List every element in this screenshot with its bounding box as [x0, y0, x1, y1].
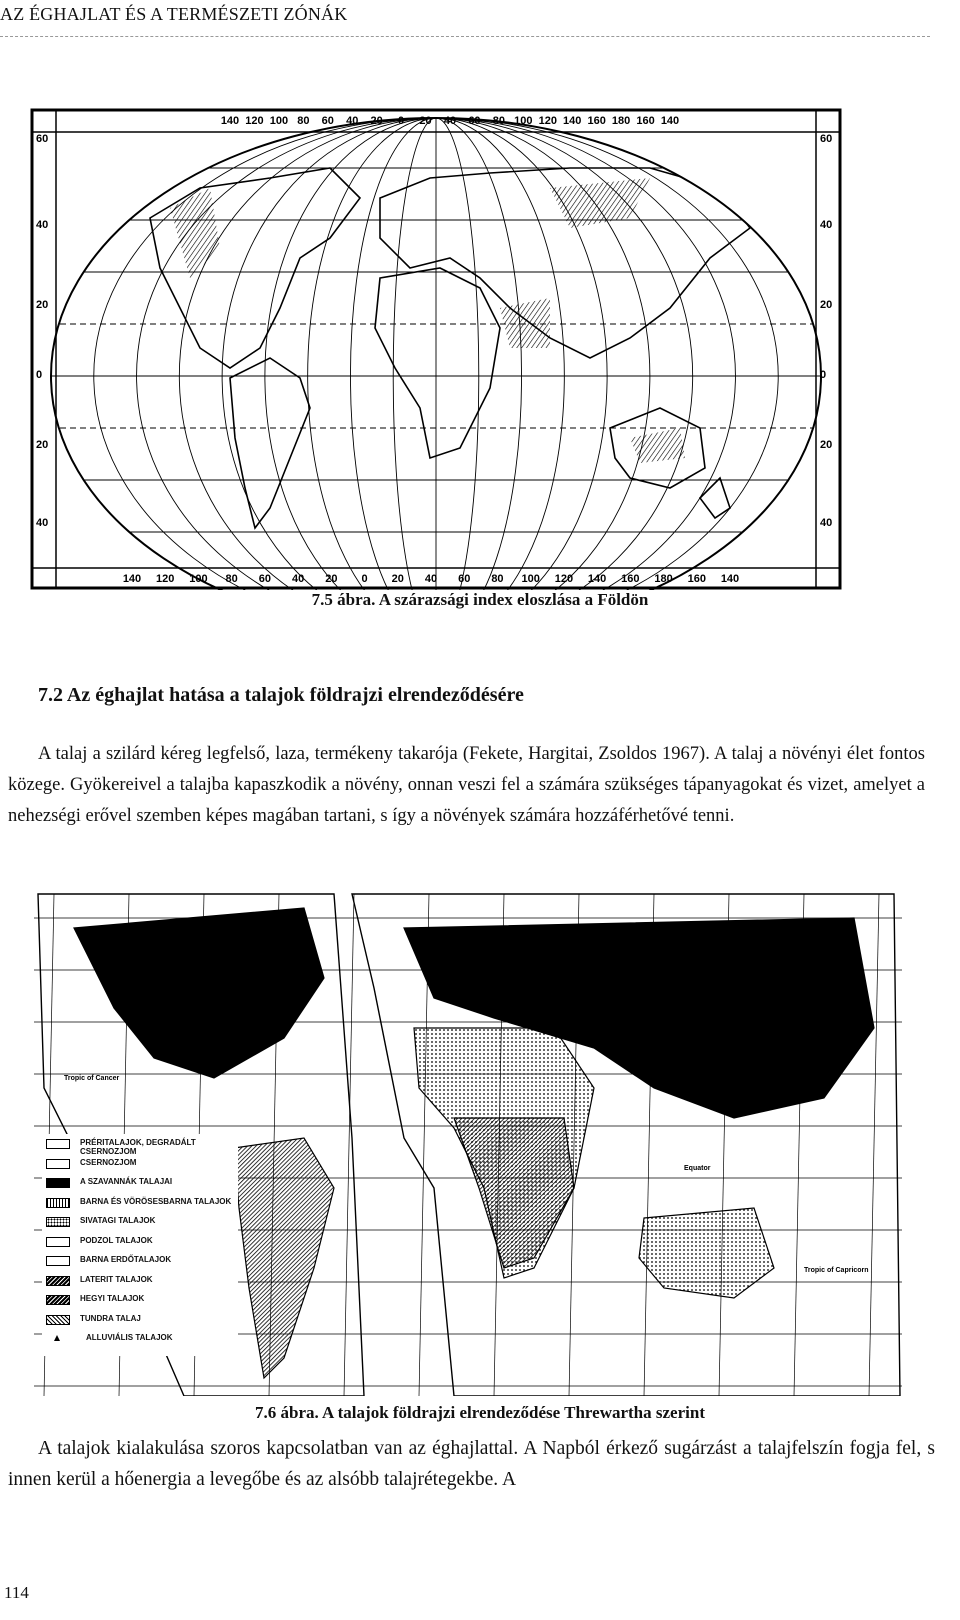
bottom-longitude-label: 20 [391, 573, 404, 585]
tropic-capricorn-label: Tropic of Capricorn [804, 1267, 869, 1274]
bottom-longitude-label: 100 [521, 573, 540, 585]
land-outline [150, 168, 360, 368]
bottom-longitude-label: 140 [122, 573, 142, 585]
tropic-cancer-label: Tropic of Cancer [64, 1075, 120, 1082]
arid-zone-hatch [550, 178, 650, 228]
bottom-longitude-label: 40 [424, 573, 438, 585]
legend-swatch [46, 1315, 70, 1325]
top-longitude-label: 160 [636, 115, 655, 127]
legend-label: SIVATAGI TALAJOK [80, 1216, 156, 1225]
bottom-longitude-label: 120 [156, 573, 175, 585]
meridian [137, 118, 436, 590]
bottom-longitude-label: 120 [554, 573, 574, 585]
africa-savanna-soils [454, 1118, 574, 1268]
left-latitude-label: 20 [36, 439, 49, 451]
australia-soils [639, 1208, 774, 1298]
left-latitude-label: 60 [36, 133, 49, 145]
figure-7-5-caption: 7.5 ábra. A szárazsági index eloszlása a Földön [311, 590, 649, 609]
bottom-longitude-label: 40 [291, 573, 305, 585]
top-longitude-label: 180 [611, 115, 631, 127]
right-latitude-label: 40 [820, 219, 833, 231]
top-longitude-label: 140 [220, 115, 240, 127]
top-longitude-label: 20 [370, 115, 383, 127]
bottom-longitude-label: 60 [258, 573, 272, 585]
left-latitude-label: 0 [36, 369, 43, 381]
legend-label: BARNA ÉS VÖRÖSESBARNA TALAJOK [80, 1196, 232, 1206]
meridian [436, 118, 479, 590]
left-latitude-label: 40 [36, 517, 49, 529]
top-longitude-label: 120 [245, 115, 264, 127]
legend-label: TUNDRA TALAJ [80, 1313, 141, 1323]
top-longitude-label: 40 [346, 115, 359, 127]
legend-item [46, 1177, 236, 1197]
legend-swatch [54, 1335, 60, 1341]
figure-7-6-caption: 7.6 ábra. A talajok földrajzi elrendeződése Threwartha szerint [255, 1403, 705, 1422]
south-america-soils [234, 1138, 334, 1378]
bottom-longitude-label: 160 [621, 573, 640, 585]
graticule [30, 118, 842, 590]
left-latitude-label: 40 [36, 219, 49, 231]
left-latitude-label: 20 [36, 299, 49, 311]
page-number: 114 [4, 1583, 29, 1602]
bottom-longitude-label: 180 [654, 573, 673, 585]
top-longitude-label: 60 [321, 115, 334, 127]
paragraph-soil-definition: A talaj a szilárd kéreg legfelső, laza, termékeny takarója (Fekete, Hargitai, Zsoldos 1967). A talaj a növényi élet fontos közege. Gyökereivel a talajba kapaszkodik a növény, onnan veszi fel a számára szükséges tápanyagokat és vizet, amelyet a nehezségi erővel szemben képes magában tartani, s így a növények számára hozzáférhetővé tenni. [8, 744, 925, 826]
legend-swatch [46, 1198, 70, 1208]
section-heading: 7.2 Az éghajlat hatása a talajok földrajzi elrendeződésére [38, 684, 524, 706]
right-latitude-label: 20 [820, 439, 833, 451]
legend-label: A SZAVANNÁK TALAJAI [80, 1177, 173, 1186]
right-latitude-label: 40 [820, 517, 833, 529]
aridity-index-map [30, 108, 842, 590]
legend-label: PRÉRITALAJOK, DEGRADÁLT CSERNOZJOM [80, 1138, 196, 1156]
land-outline [230, 358, 310, 528]
top-longitude-label: 140 [660, 115, 680, 127]
top-longitude-label: 100 [514, 115, 533, 127]
legend-swatch [46, 1256, 70, 1266]
bottom-longitude-label: 60 [458, 573, 471, 585]
right-latitude-label: 60 [820, 133, 833, 145]
legend-label: BARNA ERDŐTALAJOK [80, 1255, 172, 1264]
top-longitude-label: 20 [419, 115, 432, 127]
running-head: AZ ÉGHAJLAT ÉS A TERMÉSZETI ZÓNÁK [0, 4, 348, 24]
legend-item [46, 1255, 236, 1275]
legend-item [46, 1138, 236, 1158]
legend-label: PODZOL TALAJOK [80, 1235, 153, 1245]
bottom-longitude-label: 80 [225, 573, 238, 585]
meridian [94, 118, 436, 590]
header-divider [0, 36, 930, 37]
meridian [393, 118, 436, 590]
legend-item [46, 1314, 236, 1334]
bottom-longitude-label: 100 [189, 573, 208, 585]
right-latitude-label: 20 [820, 299, 833, 311]
legend-swatch [46, 1295, 70, 1305]
top-longitude-label: 120 [538, 115, 557, 127]
legend-label: HEGYI TALAJOK [80, 1294, 145, 1303]
legend-item [46, 1158, 236, 1178]
meridian [179, 118, 436, 590]
soil-legend [46, 1138, 236, 1353]
legend-swatch [46, 1178, 70, 1188]
equator-label: Equator [684, 1165, 711, 1172]
top-longitude-label: 140 [563, 115, 582, 127]
legend-swatch [46, 1139, 70, 1149]
bottom-longitude-label: 160 [687, 573, 706, 585]
legend-item [46, 1275, 236, 1295]
legend-swatch [46, 1276, 70, 1286]
legend-label: LATERIT TALAJOK [80, 1274, 153, 1284]
land-outline [700, 478, 730, 518]
paragraph-soil-climate: A talajok kialakulása szoros kapcsolatban van az éghajlattal. A Napból érkező sugárzást a talajfelszín fogja fel, s innen kerül a hőenergia a levegőbe és az alsóbb talajrétegekbe. A [8, 1438, 935, 1490]
legend-item [46, 1236, 236, 1256]
top-longitude-label: 40 [443, 115, 457, 127]
legend-label: CSERNOZJOM [80, 1157, 137, 1167]
legend-item [46, 1216, 236, 1236]
right-latitude-label: 0 [820, 369, 827, 381]
legend-swatch [46, 1217, 70, 1227]
top-longitude-label: 80 [297, 115, 310, 127]
top-longitude-label: 60 [468, 115, 481, 127]
bottom-longitude-label: 80 [491, 573, 504, 585]
legend-label: ALLUVIÁLIS TALAJOK [86, 1333, 173, 1342]
bottom-longitude-label: 20 [325, 573, 338, 585]
arid-zone-hatch [630, 428, 685, 463]
top-longitude-label: 80 [492, 115, 506, 127]
bottom-longitude-label: 140 [587, 573, 607, 585]
aridity-index-map-graphic [30, 108, 842, 590]
legend-item [46, 1333, 236, 1353]
bottom-longitude-label: 0 [361, 573, 368, 585]
top-longitude-label: 100 [269, 115, 289, 127]
legend-swatch [46, 1237, 70, 1247]
meridian [869, 894, 879, 1396]
legend-item [46, 1197, 236, 1217]
meridian [436, 118, 564, 590]
legend-item [46, 1294, 236, 1314]
meridian [308, 118, 436, 590]
top-longitude-label: 0 [398, 115, 405, 127]
bottom-longitude-label: 140 [720, 573, 740, 585]
top-longitude-label: 160 [587, 115, 606, 127]
meridian [51, 118, 436, 590]
legend-swatch [46, 1159, 70, 1169]
